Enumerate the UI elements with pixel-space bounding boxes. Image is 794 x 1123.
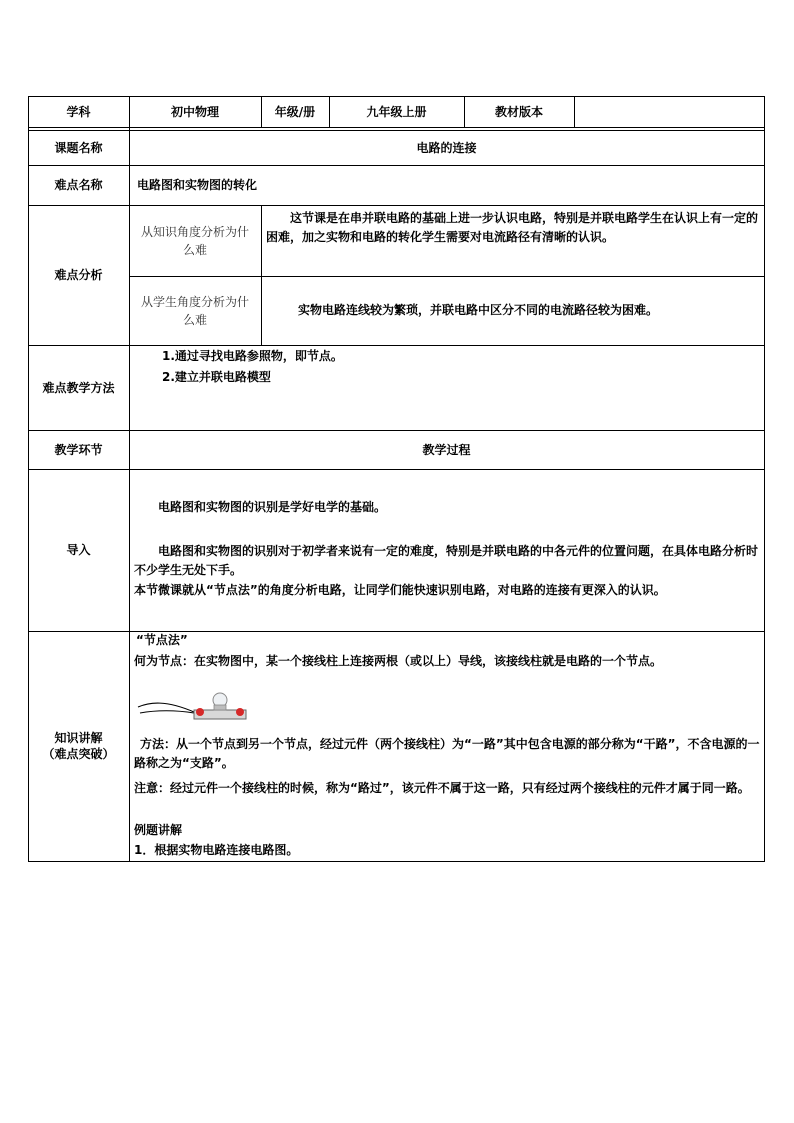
intro-paragraph-1: 电路图和实物图的识别是学好电学的基础。 [158, 500, 387, 514]
knowledge-sublabel: （难点突破） [42, 747, 115, 761]
intro-paragraph-3: 本节微课就从“节点法”的角度分析电路，让同学们能快速识别电路，对电路的连接有更深入的认识。 [134, 583, 666, 597]
node-definition: 何为节点：在实物图中，某一个接线柱上连接两根（或以上）导线，该接线柱就是电路的一个节点。 [134, 654, 663, 668]
student-angle-label: 从学生角度分析为什么难 [140, 294, 249, 327]
terminal-illustration [136, 686, 248, 720]
terminal-right [236, 708, 244, 716]
note-text: 注意：经过元件一个接线柱的时候，称为“路过”，该元件不属于这一路，只有经过两个接线柱的元件才属于同一路。 [134, 781, 750, 795]
edition-label: 教材版本 [494, 104, 543, 119]
method-item-2: 2.建立并联电路模型 [162, 370, 271, 384]
edition-value [574, 96, 764, 127]
knowledge-angle-label: 从知识角度分析为什么难 [140, 224, 249, 257]
example-item-1: 1．根据实物电路连接电路图。 [134, 843, 299, 857]
grade-label: 年级/册 [274, 104, 316, 119]
intro-label: 导入 [66, 543, 91, 557]
wire-2 [140, 711, 194, 713]
bulb-socket [214, 705, 226, 710]
intro-paragraph-2: 电路图和实物图的识别对于初学者来说有一定的难度，特别是并联电路的中各元件的位置问题，在具体电路分析时不少学生无处下手。 [134, 544, 759, 577]
method-item-1: 1.通过寻找电路参照物，即节点。 [162, 349, 343, 363]
process-stage-label: 教学环节 [54, 442, 103, 457]
subject-value: 初中物理 [170, 104, 219, 119]
student-angle-text: 实物电路连线较为繁琐，并联电路中区分不同的电流路径较为困难。 [298, 303, 659, 317]
subject-label: 学科 [66, 104, 91, 119]
node-method-title: “节点法” [136, 633, 188, 647]
lesson-label: 课题名称 [54, 140, 103, 155]
knowledge-label: 知识讲解 [54, 731, 103, 745]
lesson-table [28, 96, 765, 862]
example-title: 例题讲解 [134, 823, 183, 837]
difficulty-label: 难点名称 [54, 178, 103, 192]
analysis-label: 难点分析 [54, 268, 103, 282]
terminal-left [196, 708, 204, 716]
methods-label: 难点教学方法 [42, 380, 115, 395]
grade-value: 九年级上册 [366, 104, 427, 119]
method-text: 方法：从一个节点到另一个节点，经过元件（两个接线柱）为“一路”其中包含电源的部分称为“干路”，不含电源的一路称之为“支路”。 [134, 737, 760, 770]
knowledge-angle-text: 这节课是在串并联电路的基础上进一步认识电路，特别是并联电路学生在认识上有一定的困难，加之实物和电路的转化学生需要对电流路径有清晰的认识。 [266, 211, 759, 244]
lesson-title: 电路的连接 [416, 140, 477, 155]
process-label: 教学过程 [422, 442, 471, 457]
difficulty-value: 电路图和实物图的转化 [137, 178, 258, 192]
